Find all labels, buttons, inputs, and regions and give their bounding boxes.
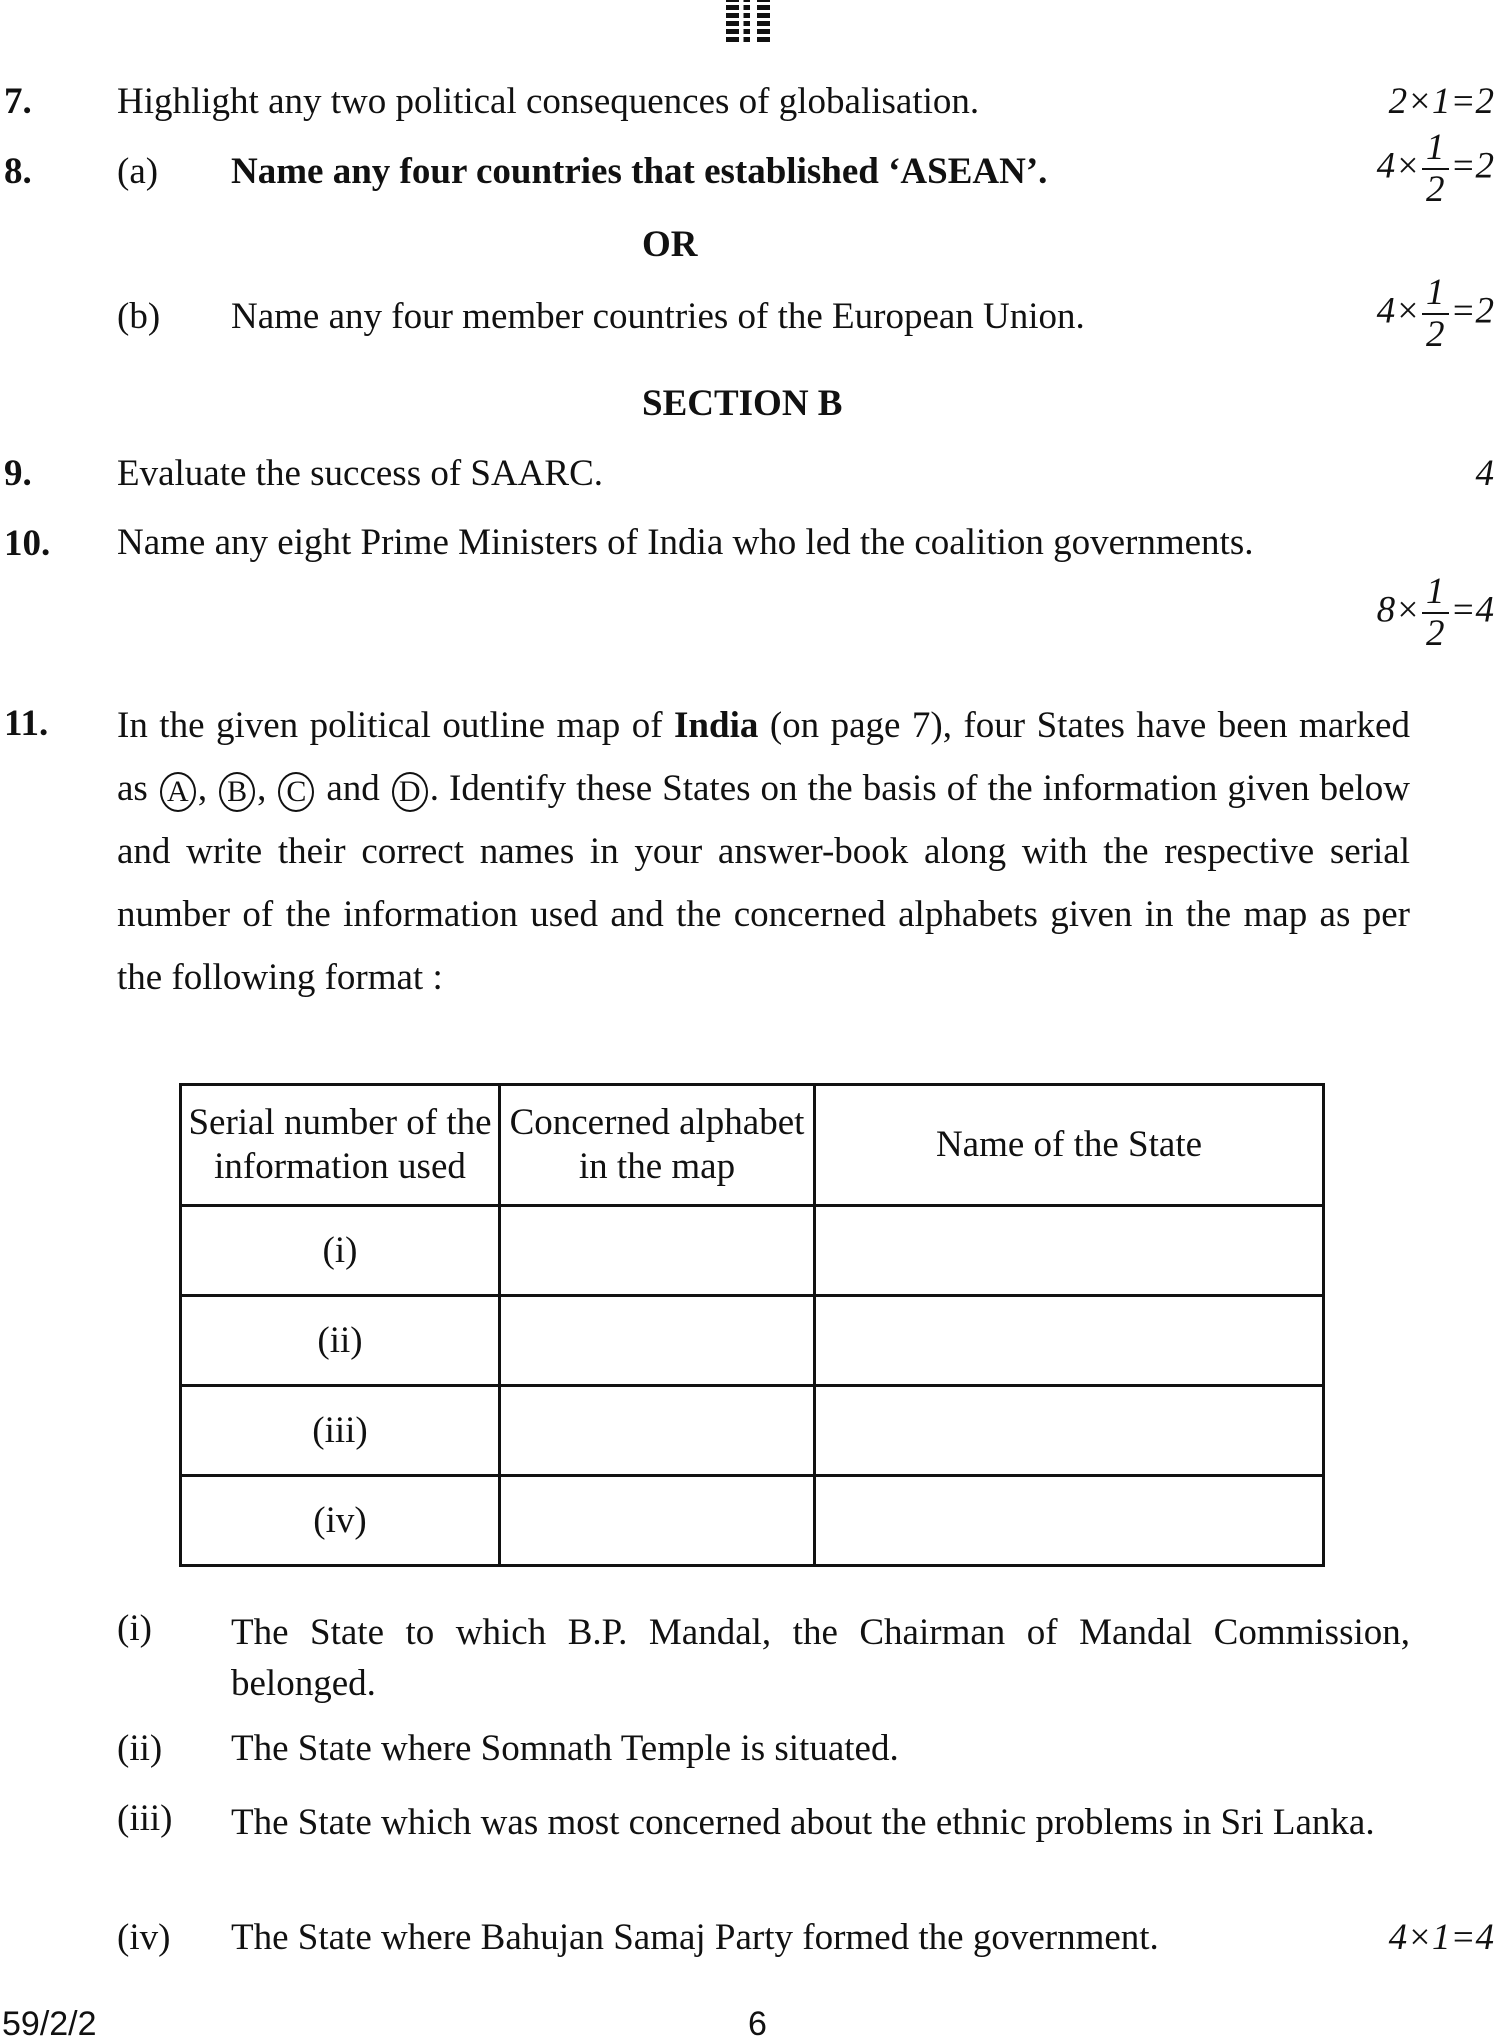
marks: 2×1=2 [1388, 81, 1494, 122]
table-cell [500, 1206, 815, 1296]
table-cell: (iv) [181, 1476, 500, 1566]
section-heading: SECTION B [642, 383, 843, 424]
table-cell: (i) [181, 1206, 500, 1296]
fraction-numerator: 1 [1422, 572, 1449, 614]
question-text [117, 694, 1410, 1009]
table-row [181, 1206, 1324, 1296]
answer-format-table [179, 1083, 1325, 1567]
marks-post: =4 [1450, 589, 1494, 631]
item-label: (i) [117, 1608, 152, 1649]
question-text: Name any four member countries of the European Union. [231, 296, 1085, 337]
question-number: 11. [4, 703, 49, 744]
marks [1377, 273, 1494, 355]
option-label: (a) [117, 151, 159, 192]
marks: 4 [1475, 453, 1494, 494]
item-text: The State to which B.P. Mandal, the Chairman of Mandal Commission, belonged. [231, 1612, 1410, 1704]
marks [1377, 128, 1494, 210]
marks-pre: 8× [1376, 589, 1421, 631]
fraction-numerator: 1 [1422, 128, 1449, 170]
question-text [117, 508, 1407, 578]
fraction-denominator: 2 [1426, 314, 1445, 355]
text: . Identify these States on the basis of the information given below and write their correct names in your answer-book along with the respective serial number of the information used and the concerned alphabets given in the map as per the following format : [117, 768, 1410, 998]
marks-pre: 4× [1376, 145, 1421, 187]
option-label: (b) [117, 296, 161, 337]
question-text: Highlight any two political consequences of globalisation. [117, 81, 980, 122]
table-row [181, 1386, 1324, 1476]
item-text: The State where Somnath Temple is situated. [231, 1728, 899, 1769]
table-header: Concerned alphabet in the map [500, 1085, 815, 1206]
table-cell [815, 1476, 1324, 1566]
table-cell [815, 1296, 1324, 1386]
item-label: (iv) [117, 1917, 171, 1958]
qr-code [726, 0, 770, 42]
fraction-numerator: 1 [1422, 273, 1449, 315]
table-header: Name of the State [815, 1085, 1324, 1206]
page-number: 6 [748, 2005, 767, 2043]
item-text: The State which was most concerned about the ethnic problems in Sri Lanka. [231, 1802, 1375, 1843]
item-text: The State where Bahujan Samaj Party formed the government. [231, 1917, 1159, 1958]
table-cell: (ii) [181, 1296, 500, 1386]
circled-letter-d: D [392, 772, 428, 812]
marks-post: =2 [1450, 145, 1494, 187]
item-label: (iii) [117, 1798, 173, 1839]
table-cell [500, 1476, 815, 1566]
question-text: Evaluate the success of SAARC. [117, 453, 604, 494]
marks [1377, 572, 1494, 654]
circled-letter-b: B [219, 772, 255, 812]
table-row [181, 1296, 1324, 1386]
marks-post: =2 [1450, 290, 1494, 332]
question-text-span: Name any eight Prime Ministers of India who led the coalition governments. [117, 522, 1254, 563]
text: and [316, 768, 390, 809]
table-cell: (iii) [181, 1386, 500, 1476]
text: , [257, 768, 277, 809]
text: In the given political outline map of [117, 705, 675, 746]
table-cell [815, 1386, 1324, 1476]
question-text: Name any four countries that established ‘ASEAN’. [231, 151, 1048, 192]
table-header: Serial number of the information used [181, 1085, 500, 1206]
table-cell [500, 1386, 815, 1476]
item-label: (ii) [117, 1728, 163, 1769]
circled-letter-c: C [278, 772, 314, 812]
fraction-denominator: 2 [1426, 613, 1445, 654]
question-number: 8. [4, 151, 32, 192]
table-cell [815, 1206, 1324, 1296]
question-number: 10. [4, 523, 51, 564]
circled-letter-a: A [160, 772, 196, 812]
or-label: OR [642, 224, 698, 265]
marks: 4×1=4 [1388, 1917, 1494, 1958]
country-name: India [674, 705, 759, 746]
table-header-row [181, 1085, 1324, 1206]
table-cell [500, 1296, 815, 1386]
fraction-denominator: 2 [1426, 169, 1445, 210]
text: (on page 7), four States have been marked as [117, 705, 1410, 809]
question-number: 7. [4, 81, 32, 122]
paper-code: 59/2/2 [2, 2005, 97, 2043]
marks-pre: 4× [1376, 290, 1421, 332]
question-number: 9. [4, 453, 32, 494]
table-row [181, 1476, 1324, 1566]
text: , [197, 768, 218, 809]
